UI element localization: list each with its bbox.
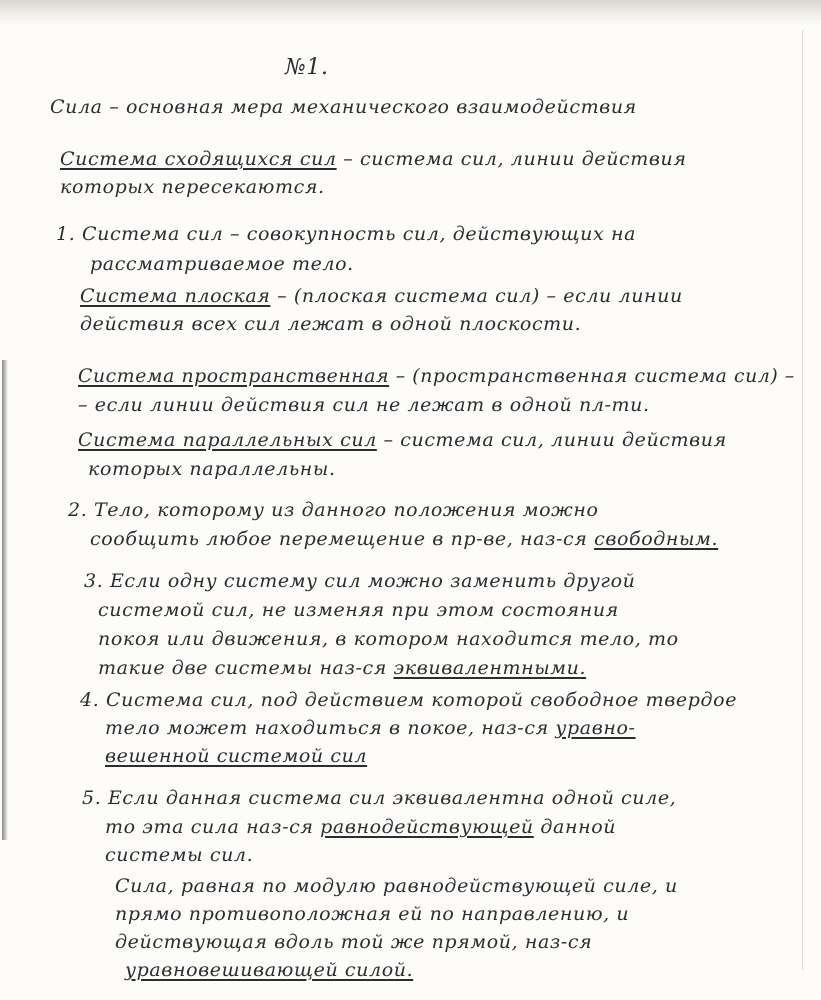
text-line <box>80 284 683 308</box>
line-text: 1. Система сил – совокупность сил, действующих на <box>56 223 636 245</box>
line-text: 2. Тело, которому из данного положения можно <box>68 499 599 521</box>
text-line <box>78 364 795 388</box>
line-text: – (пространственная система сил) – <box>389 365 795 387</box>
text-line <box>78 428 727 452</box>
line-text: рассматриваемое тело. <box>90 253 354 275</box>
text-line <box>80 688 737 712</box>
text-line <box>60 175 325 199</box>
text-line <box>84 569 635 593</box>
text-line <box>90 252 354 276</box>
line-text: действия всех сил лежат в одной плоскости. <box>80 313 582 335</box>
line-text: такие две системы наз-ся <box>98 657 394 679</box>
line-text: – (плоская система сил) – если линии <box>270 285 683 307</box>
underlined-term: уравновешивающей силой. <box>125 959 414 981</box>
line-text: – если линии действия сил не лежат в одной пл-ти. <box>78 394 650 416</box>
line-text: действующая вдоль той же прямой, наз-ся <box>115 931 593 953</box>
underlined-term: Система плоская <box>80 285 271 307</box>
line-text: системы сил. <box>105 844 254 866</box>
underlined-term: уравно- <box>555 717 636 739</box>
text-line <box>115 902 629 926</box>
underlined-term: равнодействующей <box>320 816 534 838</box>
line-text: системой сил, не изменяя при этом состояния <box>98 599 619 621</box>
line-text: 4. Система сил, под действием которой свободное твердое <box>80 689 738 711</box>
text-line <box>115 930 592 954</box>
line-text: которых параллельны. <box>88 458 336 480</box>
text-line <box>105 815 616 839</box>
text-line <box>56 222 636 246</box>
underlined-term: Система сходящихся сил <box>60 148 337 170</box>
text-line <box>115 874 678 898</box>
page-number: №1. <box>285 55 329 80</box>
line-text: покоя или движения, в котором находится тело, то <box>98 628 679 650</box>
text-line <box>105 744 367 768</box>
line-text: Сила, равная по модулю равнодействующей силе, и <box>115 875 678 897</box>
line-text: 5. Если данная система сил эквивалентна одной силе, <box>82 787 677 809</box>
text-line <box>68 498 598 522</box>
line-text: данной <box>533 816 617 838</box>
line-text: Сила – основная мера механического взаимодействия <box>50 96 637 118</box>
underlined-term: Система параллельных сил <box>78 429 377 451</box>
text-line <box>105 716 636 740</box>
line-text: 3. Если одну систему сил можно заменить другой <box>84 570 636 592</box>
line-text: которых пересекаются. <box>60 176 325 198</box>
line-text: – система сил, линии действия <box>336 148 687 170</box>
underlined-term: эквивалентными. <box>393 657 587 679</box>
text-line <box>50 95 637 119</box>
line-text: то эта сила наз-ся <box>105 816 321 838</box>
text-line <box>98 598 619 622</box>
text-line <box>82 786 676 810</box>
page-edge-line <box>802 30 803 970</box>
text-line <box>60 147 687 171</box>
underlined-term: вешенной системой сил <box>105 745 368 767</box>
text-line <box>88 457 336 481</box>
line-text: сообщить любое перемещение в пр-ве, наз-ся <box>90 528 595 550</box>
page-margin-shadow <box>2 360 8 840</box>
text-line <box>125 958 413 982</box>
text-line <box>80 312 581 336</box>
line-text: тело может находиться в покое, наз-ся <box>105 717 556 739</box>
text-line <box>105 843 253 867</box>
line-text: прямо противоположная ей по направлению, и <box>115 903 630 925</box>
text-line <box>90 527 718 551</box>
line-text: – система сил, линии действия <box>376 429 727 451</box>
text-line <box>78 393 650 417</box>
text-line <box>98 627 679 651</box>
underlined-term: Система пространственная <box>78 365 390 387</box>
text-line <box>98 656 586 680</box>
underlined-term: свободным. <box>594 528 719 550</box>
